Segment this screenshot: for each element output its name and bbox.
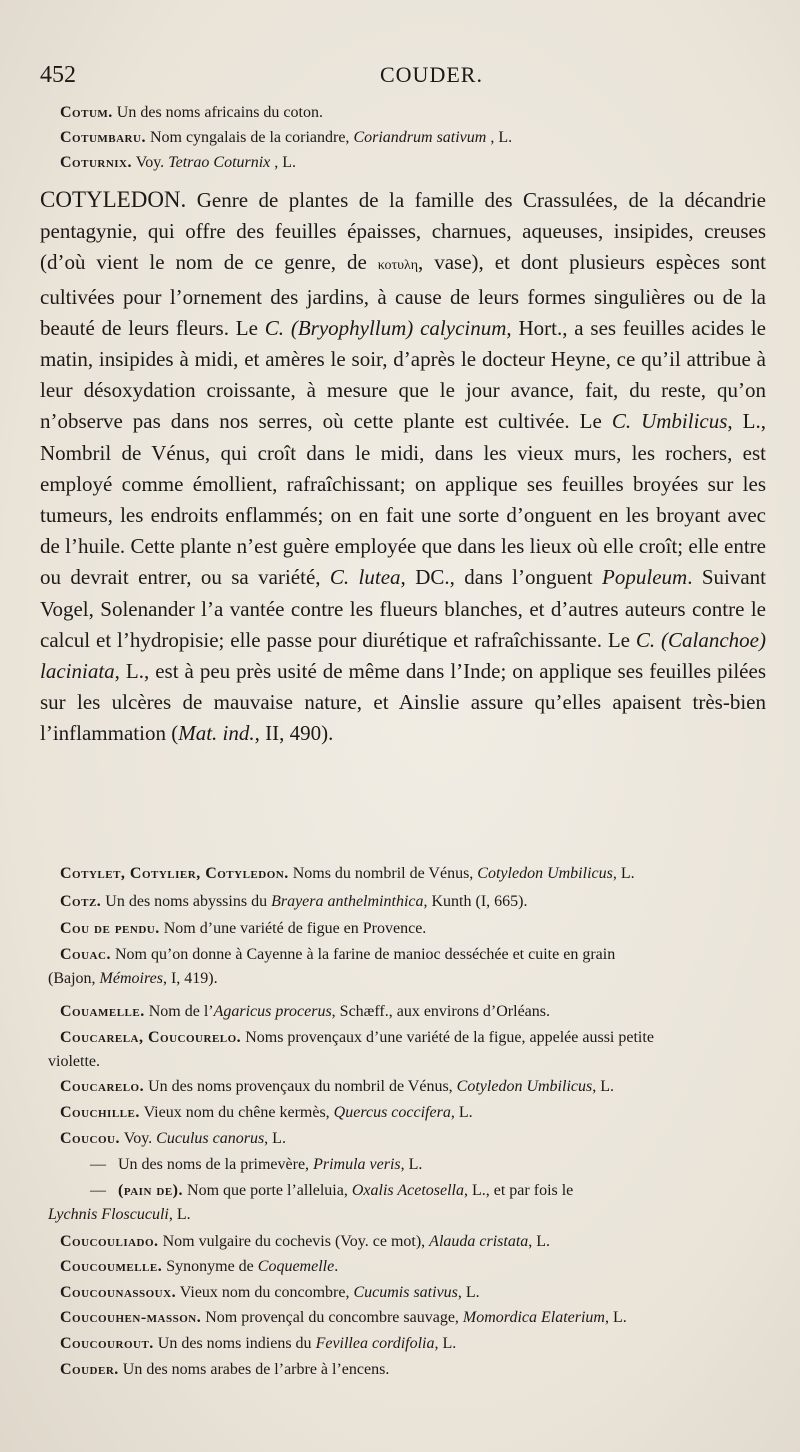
entry-text: , Schæff., aux environs d’Orléans. bbox=[331, 1003, 550, 1020]
entry-term: Coucarela, Coucourelo. bbox=[60, 1029, 242, 1046]
em-dash: — bbox=[90, 1156, 106, 1173]
entry-text: , L. bbox=[457, 1284, 480, 1301]
entry-term: Cotylet, Cotylier, Cotyledon. bbox=[60, 865, 289, 882]
entry-term: Coucou. bbox=[60, 1130, 120, 1147]
entry-cotumbaru bbox=[60, 129, 512, 147]
entry-text: , Hort., a ses feuilles acides le matin, insipides à midi, et amères le soir, d’après le docteur Heyne, ce qu’il attribue à leur désoxydation croissante, à mesure que le jour avance, fait, du reste, qu’on n’observe pas dans nos serres, où cette plante est cultivée. Le bbox=[40, 315, 766, 434]
entry-coucouliado bbox=[60, 1230, 765, 1254]
entry-italic: Fevillea cordifolia bbox=[315, 1335, 435, 1352]
taxon-name: C. lutea bbox=[329, 565, 401, 590]
entry-text: , L., est à peu près usité de même dans l’Inde; on applique ses feuilles pilées sur les ulcères de mauvaise nature, et Ainslie assure qu’elles apaisent très-bien l’inflammation ( bbox=[40, 659, 766, 746]
entry-text: Noms provençaux d’une variété de la figue, appelée aussi petite bbox=[241, 1029, 654, 1046]
entry-coucounassoux bbox=[60, 1281, 765, 1305]
entry-term: Coucouliado. bbox=[60, 1233, 159, 1250]
entry-cotz bbox=[60, 890, 765, 914]
taxon-name: Populeum bbox=[602, 565, 688, 590]
entry-couac bbox=[48, 943, 765, 991]
entry-text: Voy. bbox=[120, 1130, 157, 1147]
entry-text: Nom que porte l’alleluia, bbox=[183, 1182, 352, 1199]
entry-italic: Momordica Elaterium bbox=[462, 1309, 605, 1326]
entry-text: Un des noms arabes de l’arbre à l’encens. bbox=[118, 1361, 390, 1378]
entry-text: Un des noms de la primevère, bbox=[118, 1156, 314, 1173]
entry-italic: Lychnis Floscuculi bbox=[48, 1206, 169, 1223]
entry-text: Nom vulgaire du cochevis (Voy. ce mot), bbox=[158, 1233, 430, 1250]
entry-coturnix bbox=[60, 154, 296, 172]
entry-italic: Cotyledon Umbilicus bbox=[477, 865, 613, 882]
entry-term: Cou de pendu. bbox=[60, 920, 160, 937]
entry-couchille bbox=[60, 1101, 765, 1125]
entry-coucou-pain bbox=[48, 1179, 765, 1227]
page-number: 452 bbox=[40, 62, 76, 88]
entry-text: , L., Nombril de Vénus, qui croît dans le midi, dans les vieux murs, les rochers, est employé comme émollient, rafraîchissant; on applique ses feuilles broyées sur les tumeurs, les endroits enflammés; on en fait une sorte d’onguent en les broyant avec de l’huile. Cette plante n’est guère employée que dans les lieux où elle croît; elle entre ou devrait entrer, ou sa variété, bbox=[40, 409, 766, 590]
entry-text: Un des noms abyssins du bbox=[101, 893, 272, 910]
taxon-name: C. (Calanchoe) laciniata bbox=[40, 627, 766, 684]
entry-coucou bbox=[60, 1127, 765, 1151]
entry-italic: Coriandrum sativum bbox=[353, 129, 487, 146]
entry-text: Nom d’une variété de figue en Provence. bbox=[159, 920, 427, 937]
entry-text: , L., et par fois le bbox=[463, 1182, 574, 1199]
entry-text: , L. bbox=[270, 154, 297, 171]
entry-text: Voy. bbox=[132, 154, 169, 171]
entry-term: Coturnix. bbox=[60, 154, 133, 171]
entry-term: Coucounassoux. bbox=[60, 1284, 177, 1301]
entry-text: , vase), et dont plusieurs espèces sont cultivées pour l’ornement des jardins, à cause de leurs formes singulières ou de la beauté de leurs fleurs. Le bbox=[40, 250, 766, 340]
entry-term: (pain de). bbox=[118, 1182, 184, 1199]
entry-text: , L. bbox=[264, 1130, 286, 1147]
entry-term: Couac. bbox=[60, 946, 111, 963]
entry-term: Cotum. bbox=[60, 104, 113, 121]
entry-coucarela bbox=[48, 1026, 765, 1074]
entry-italic: Mémoires bbox=[99, 970, 163, 987]
entry-text: , L. bbox=[486, 129, 513, 146]
entry-text: , L. bbox=[612, 865, 635, 882]
em-dash: — bbox=[90, 1182, 106, 1199]
entry-text: Vieux nom du concombre, bbox=[176, 1284, 354, 1301]
entry-term: Couamelle. bbox=[60, 1003, 145, 1020]
entry-text: Nom qu’on donne à Cayenne à la farine de manioc desséchée et cuite en grain bbox=[110, 946, 616, 963]
entry-text: Un des noms provençaux du nombril de Vénus, bbox=[144, 1078, 457, 1095]
entry-text: Noms du nombril de Vénus, bbox=[288, 865, 478, 882]
entry-italic: Cotyledon Umbilicus bbox=[456, 1078, 593, 1095]
entry-italic: Quercus coccifera bbox=[333, 1104, 451, 1121]
entry-cotylet bbox=[60, 862, 765, 886]
entry-coucoumelle bbox=[60, 1255, 765, 1279]
entry-text: , L. bbox=[168, 1206, 191, 1223]
entry-term: Cotz. bbox=[60, 893, 102, 910]
entry-italic: Cuculus canorus bbox=[156, 1130, 265, 1147]
entry-text: , DC., dans l’onguent bbox=[400, 565, 603, 590]
citation: Mat. ind. bbox=[178, 721, 255, 746]
entry-coucarelo bbox=[60, 1075, 765, 1099]
entry-coucouhen-masson bbox=[60, 1306, 765, 1330]
entry-text: Nom provençal du concombre sauvage, bbox=[201, 1309, 463, 1326]
taxon-name: C. Umbilicus bbox=[611, 409, 728, 434]
entry-text: , L. bbox=[592, 1078, 614, 1095]
entry-text: , I, 419). bbox=[162, 970, 218, 987]
entry-coucou-primevere bbox=[90, 1153, 765, 1177]
entry-cotum bbox=[60, 104, 323, 122]
entry-couamelle bbox=[60, 1000, 765, 1024]
entry-text: Synonyme de bbox=[162, 1258, 258, 1275]
entry-text: . bbox=[334, 1258, 339, 1275]
cotyledon-entry bbox=[40, 184, 766, 750]
entry-italic: Cucumis sativus bbox=[353, 1284, 458, 1301]
entry-italic: Oxalis Acetosella bbox=[351, 1182, 464, 1199]
entry-text: Un des noms africains du coton. bbox=[112, 104, 323, 121]
taxon-name: C. (Bryophyllum) calycinum bbox=[264, 315, 507, 340]
entry-term: Coucourout. bbox=[60, 1335, 154, 1352]
entry-text: Nom cyngalais de la coriandre, bbox=[145, 129, 354, 146]
entry-term: Coucouhen-masson. bbox=[60, 1309, 202, 1326]
page-header bbox=[40, 62, 760, 92]
entry-coucourout bbox=[60, 1332, 765, 1356]
entry-text: Nom de l’ bbox=[144, 1003, 214, 1020]
entry-italic: Brayera anthelminthica bbox=[271, 893, 424, 910]
entry-text: , L. bbox=[450, 1104, 473, 1121]
entry-term: Couchille. bbox=[60, 1104, 140, 1121]
entry-text: , L. bbox=[400, 1156, 423, 1173]
entry-text: , L. bbox=[528, 1233, 551, 1250]
entry-term: Couder. bbox=[60, 1361, 119, 1378]
entry-text: Genre de plantes de la famille des Crassulées, de la décandrie pentagynie, qui offre des feuilles épaisses, charnues, aqueuses, insipides, creuses (d’où vient le nom de ce genre, de bbox=[40, 188, 766, 275]
entry-cou-de-pendu bbox=[60, 917, 765, 941]
entry-text: , L. bbox=[434, 1335, 457, 1352]
entry-term: Cotumbaru. bbox=[60, 129, 146, 146]
entry-text: , Kunth (I, 665). bbox=[423, 893, 528, 910]
entry-text: , II, 490). bbox=[254, 721, 334, 746]
entry-text: violette. bbox=[48, 1053, 100, 1070]
entry-italic: Tetrao Coturnix bbox=[168, 154, 271, 171]
entry-term: Coucoumelle. bbox=[60, 1258, 163, 1275]
headword: COTYLEDON. bbox=[40, 187, 187, 212]
entry-text: . Suivant Vogel, Solenander l’a vantée contre les flueurs blanches, et d’autres auteurs contre le calcul et l’hydropisie; elle passe pour diurétique et rafraîchissante. Le bbox=[40, 565, 766, 652]
entry-text: Un des noms indiens du bbox=[153, 1335, 316, 1352]
greek-word: κοτυλη bbox=[377, 258, 419, 274]
entry-text: (Bajon, bbox=[48, 970, 100, 987]
entry-text: Vieux nom du chêne kermès, bbox=[139, 1104, 334, 1121]
entry-italic: Primula veris bbox=[313, 1156, 401, 1173]
entry-italic: Alauda cristata bbox=[429, 1233, 529, 1250]
running-head: COUDER. bbox=[380, 62, 483, 87]
entry-italic: Coquemelle bbox=[257, 1258, 335, 1275]
entry-italic: Agaricus procerus bbox=[213, 1003, 332, 1020]
entry-text: , L. bbox=[604, 1309, 627, 1326]
entry-term: Coucarelo. bbox=[60, 1078, 145, 1095]
entry-couder bbox=[60, 1358, 765, 1382]
